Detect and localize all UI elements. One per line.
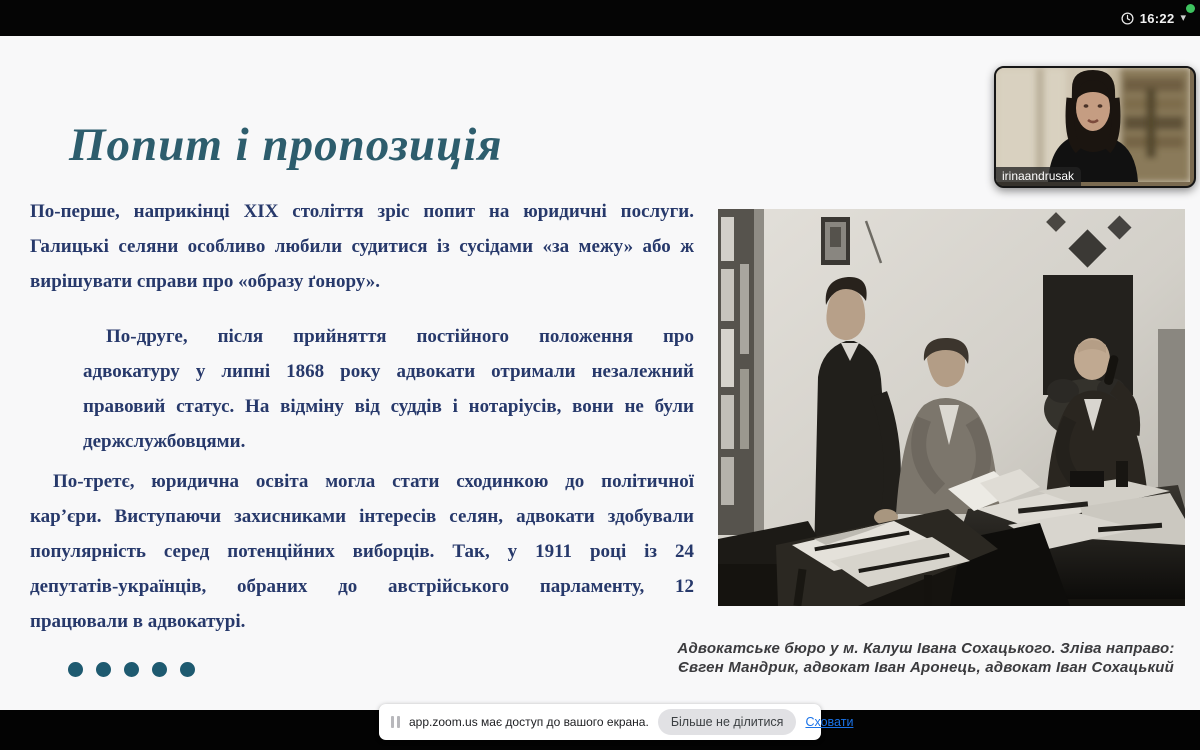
clock-time: 16:22 [1139,10,1175,26]
chevron-down-icon[interactable]: ▾ [1180,11,1186,24]
progress-dot [124,662,139,677]
text-line: правовий статус. На відміну від суддів і нотаріусів, вони не були [83,396,694,417]
text-line: По-перше, наприкінці XIX століття зріс попит на юридичні послуги. [30,201,694,222]
text-line: вирішувати справи про «образу ґонору». [30,271,380,292]
text-line: По-третє, юридична освіта могла стати сходинкою до політичної [53,471,694,492]
paragraph-first [30,194,694,299]
paragraph-second [83,319,694,459]
screen-share-notification [379,704,854,740]
progress-dot [152,662,167,677]
progress-dots [68,662,195,677]
text-line: По-друге, після прийняття постійного положення про [106,326,694,347]
photo-caption-line: Євген Мандрик, адвокат Іван Аронець, адвокат Іван Сохацький [678,659,1174,676]
hide-notification-link[interactable]: Сховати [805,715,854,729]
text-line: адвокатуру у липні 1868 року адвокати отримали незалежний [83,361,694,382]
text-line: працювали в адвокатурі. [30,611,246,632]
progress-dot [180,662,195,677]
photo-caption [660,639,1192,677]
clock-icon [1121,12,1134,25]
text-line: Галицькі селяни особливо любили судитися із сусідами «за межу» або ж [30,236,694,257]
photo-caption-line: Адвокатське бюро у м. Калуш Івана Сохацького. Зліва направо: [677,640,1175,657]
progress-dot [68,662,83,677]
historical-photo [718,209,1185,606]
text-line: популярність серед потенційних виборців. Так, у 1911 році із 24 [30,541,694,562]
share-message: app.zoom.us має доступ до вашого екрана. [409,715,649,729]
progress-dot [96,662,111,677]
paragraph-third [30,464,694,639]
text-line: держслужбовцями. [83,431,246,452]
text-line: кар’єри. Виступаючи захисниками інтересів селян, адвокати здобували [30,506,694,527]
slide-title: Попит і пропозиція [69,119,503,171]
stop-sharing-button[interactable]: Більше не ділитися [658,709,797,735]
webcam-video-tile[interactable] [994,66,1196,188]
text-line: депутатів-українців, обраних до австрійського парламенту, 12 [30,576,694,597]
system-menu-bar [0,0,1200,36]
camera-active-indicator [1186,4,1195,13]
pause-share-icon[interactable] [391,716,400,728]
participant-name-label: irinaandrusak [996,167,1081,186]
